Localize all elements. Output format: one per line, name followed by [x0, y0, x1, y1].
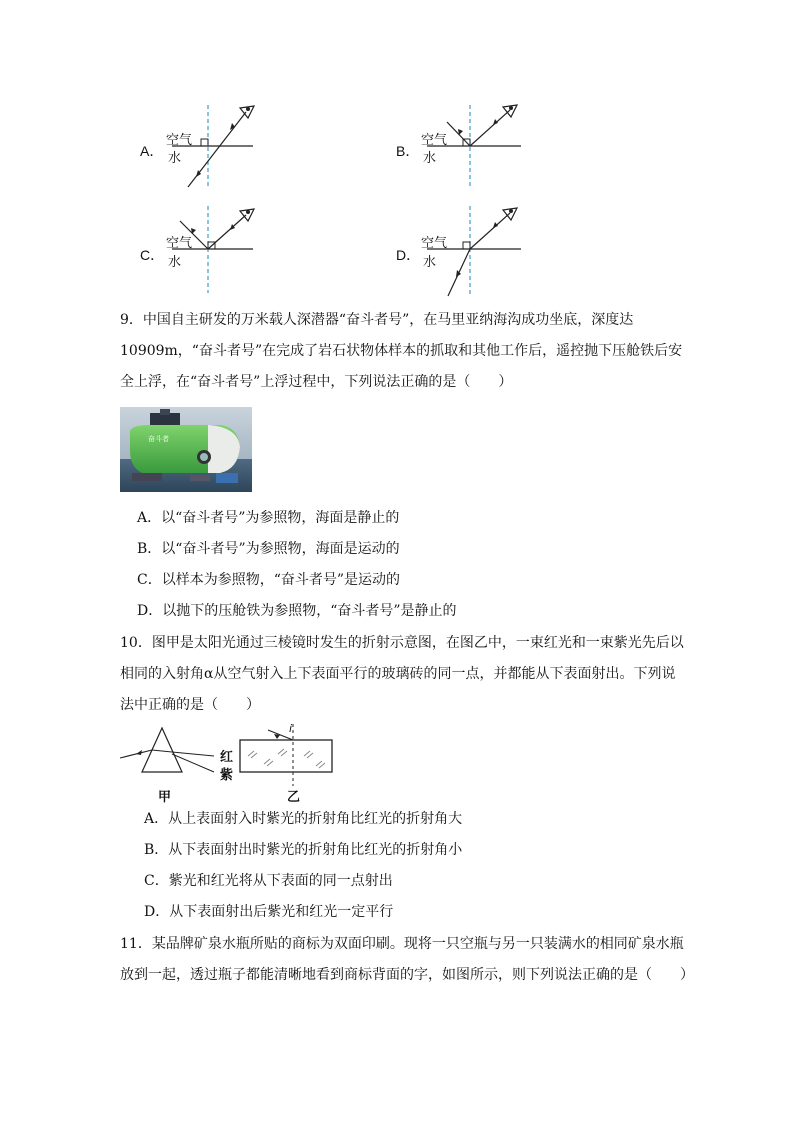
question-11-line-2: 放到一起，透过瓶子都能清晰地看到商标背面的字，如图所示，则下列说法正确的是（ ）	[120, 967, 694, 983]
prism-and-glass-figure	[118, 724, 358, 802]
submersible-photo	[120, 407, 252, 492]
question-9-option-a: A．以“奋斗者号”为参照物，海面是静止的	[137, 510, 400, 526]
option-c-label: C．	[140, 247, 165, 263]
question-11-line-1: 11．某品牌矿泉水瓶所贴的商标为双面印刷。现将一只空瓶与另一只装满水的相同矿泉水瓶	[120, 936, 684, 952]
question-10-option-c: C．紫光和红光将从下表面的同一点射出	[144, 873, 393, 889]
option-d-label: D．	[396, 247, 421, 263]
option-b-air-label: 空气	[421, 133, 448, 148]
question-9-option-b: B．以“奋斗者号”为参照物，海面是运动的	[137, 541, 400, 557]
question-10-line-2: 相同的入射角α从空气射入上下表面平行的玻璃砖的同一点，并都能从下表面射出。下列说	[120, 666, 676, 682]
option-c-diagram	[160, 203, 270, 295]
option-d-air-label: 空气	[421, 236, 448, 251]
question-10-option-b: B．从下表面射出时紫光的折射角比红光的折射角小	[144, 842, 463, 858]
submersible-hull-text: 奋斗者	[148, 435, 169, 443]
option-a-diagram	[160, 100, 270, 190]
question-9-line-3: 全上浮，在“奋斗者号”上浮过程中，下列说法正确的是（ ）	[120, 374, 513, 390]
purple-light-label: 紫	[220, 768, 234, 783]
question-9-option-c: C．以样本为参照物，“奋斗者号”是运动的	[137, 572, 401, 588]
question-10-option-d: D．从下表面射出后紫光和红光一定平行	[144, 904, 394, 920]
option-d-water-label: 水	[423, 255, 437, 270]
angle-i-label: i	[289, 722, 293, 735]
question-10-line-3: 法中正确的是（ ）	[120, 697, 260, 713]
option-a-label: A．	[140, 143, 164, 159]
option-c-air-label: 空气	[166, 236, 193, 251]
red-light-label: 红	[220, 750, 234, 765]
question-10-option-a: A．从上表面射入时紫光的折射角比红光的折射角大	[144, 811, 463, 827]
question-9-option-d: D．以抛下的压舱铁为参照物，“奋斗者号”是静止的	[137, 603, 457, 619]
figure-jia-label: 甲	[158, 790, 172, 805]
option-a-air-label: 空气	[166, 133, 193, 148]
option-b-label: B．	[396, 143, 420, 159]
question-10-line-1: 10．图甲是太阳光通过三棱镜时发生的折射示意图，在图乙中，一束红光和一束紫光先后以	[120, 635, 684, 651]
option-a-water-label: 水	[168, 151, 182, 166]
question-9-line-2: 10909m，“奋斗者号”在完成了岩石状物体样本的抓取和其他工作后，遥控抛下压舱铁后安	[120, 343, 683, 359]
option-c-water-label: 水	[168, 255, 182, 270]
option-d-diagram	[415, 203, 525, 299]
figure-yi-label: 乙	[287, 790, 301, 805]
option-b-water-label: 水	[423, 151, 437, 166]
option-b-diagram	[415, 100, 525, 190]
question-9-line-1: 9．中国自主研发的万米载人深潜器“奋斗者号”，在马里亚纳海沟成功坐底，深度达	[120, 312, 634, 328]
